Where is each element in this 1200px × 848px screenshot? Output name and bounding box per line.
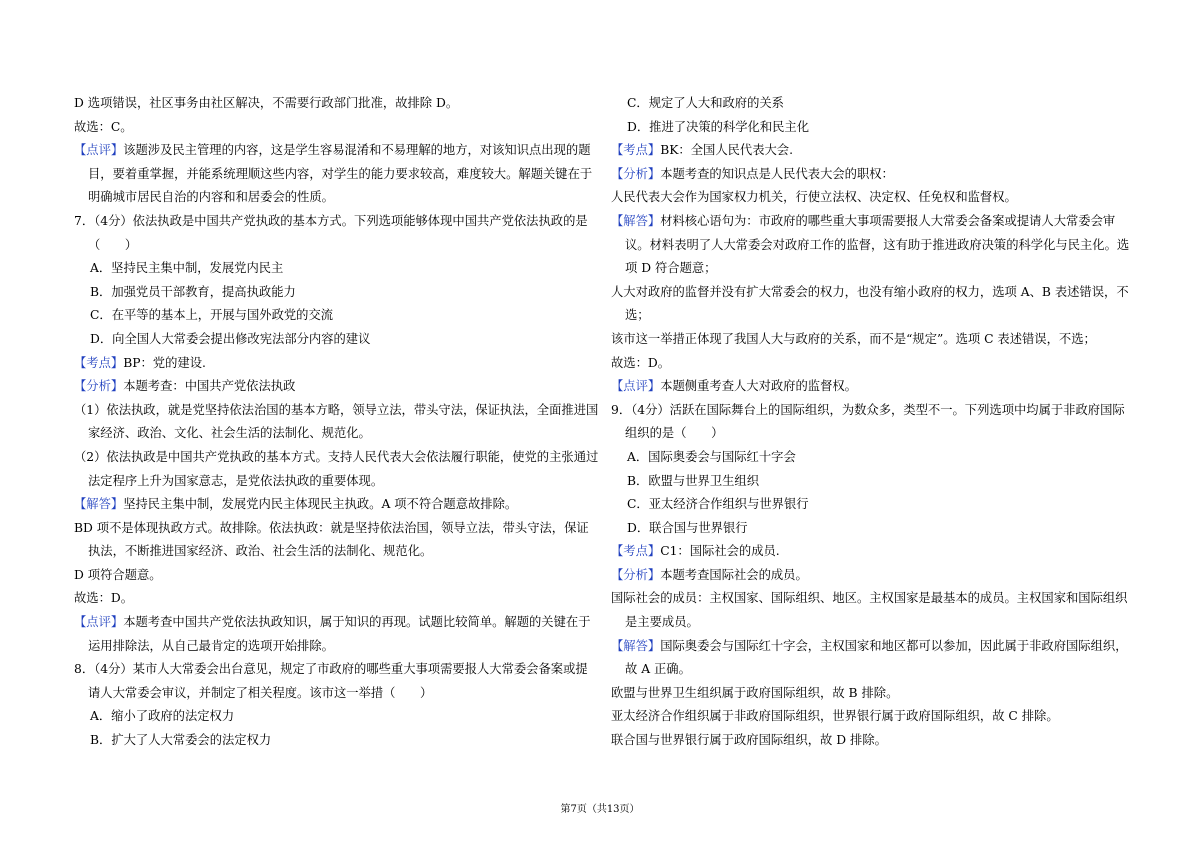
text-line bbox=[74, 564, 594, 588]
line-text: BK：全国人民代表大会. bbox=[660, 143, 794, 158]
line-text: C1：国际社会的成员. bbox=[660, 544, 780, 559]
line-text: C．在平等的基本上，开展与国外政党的交流 bbox=[90, 308, 334, 323]
line-text: D 项符合题意。 bbox=[74, 567, 162, 582]
text-line bbox=[611, 304, 1131, 328]
text-line bbox=[611, 587, 1131, 611]
text-line bbox=[74, 517, 594, 541]
line-text: 运用排除法，从自己最肯定的选项开始排除。 bbox=[88, 638, 334, 653]
line-text: （1）依法执政，就是党坚持依法治国的基本方略，领导立法，带头守法，保证执法，全面推进国 bbox=[74, 402, 599, 417]
text-line bbox=[74, 281, 594, 305]
section-tag: 【分析】 bbox=[611, 166, 661, 181]
text-line bbox=[611, 705, 1131, 729]
text-line bbox=[611, 328, 1131, 352]
line-text: 国际社会的成员：主权国家、国际组织、地区。主权国家是最基本的成员。主权国家和国际组织 bbox=[611, 591, 1128, 606]
section-tag: 【点评】 bbox=[74, 143, 124, 158]
text-line bbox=[611, 635, 1131, 659]
line-text: 材料核心语句为：市政府的哪些重大事项需要报人大常委会备案或提请人大常委会审 bbox=[660, 213, 1116, 228]
section-tag: 【分析】 bbox=[74, 379, 124, 394]
text-line bbox=[611, 470, 1131, 494]
text-line bbox=[74, 375, 594, 399]
text-line bbox=[611, 139, 1131, 163]
line-text: 请人大常委会审议，并制定了相关程度。该市这一举措（ ） bbox=[88, 685, 433, 700]
line-text: 国际奥委会与国际红十字会，主权国家和地区都可以参加，因此属于非政府国际组织， bbox=[660, 638, 1128, 653]
line-text: 选； bbox=[625, 308, 650, 323]
section-tag: 【解答】 bbox=[74, 497, 124, 512]
page-footer: 第7页（共13页） bbox=[560, 804, 640, 815]
line-text: A．缩小了政府的法定权力 bbox=[90, 709, 235, 724]
line-text: D 选项错误，社区事务由社区解决，不需要行政部门批准，故排除 D。 bbox=[74, 96, 459, 110]
line-text: A．国际奥委会与国际红十字会 bbox=[627, 449, 796, 464]
text-line bbox=[611, 116, 1131, 140]
text-line bbox=[611, 399, 1131, 423]
text-line bbox=[74, 257, 594, 281]
text-line bbox=[74, 705, 594, 729]
text-line bbox=[611, 517, 1131, 541]
text-line bbox=[611, 446, 1131, 470]
text-line bbox=[74, 540, 594, 564]
line-text: 是主要成员。 bbox=[625, 615, 699, 630]
text-line bbox=[74, 234, 594, 258]
text-line bbox=[611, 234, 1131, 258]
line-text: B．加强党员干部教育，提高执政能力 bbox=[90, 284, 296, 299]
text-line bbox=[611, 352, 1131, 376]
text-line bbox=[611, 682, 1131, 706]
line-text: （ ） bbox=[88, 237, 138, 252]
text-line bbox=[74, 163, 594, 187]
text-line bbox=[74, 729, 594, 753]
line-text: 9．（4分）活跃在国际舞台上的国际组织，为数众多，类型不一。下列选项中均属于非政府国际 bbox=[611, 402, 1125, 417]
line-text: B．欧盟与世界卫生组织 bbox=[627, 473, 760, 488]
text-line bbox=[74, 116, 594, 140]
section-tag: 【分析】 bbox=[611, 567, 661, 582]
line-text: 人大对政府的监督并没有扩大常委会的权力，也没有缩小政府的权力，选项 A、B 表述错误，不 bbox=[611, 284, 1129, 299]
text-line bbox=[74, 635, 594, 659]
text-line bbox=[611, 186, 1131, 210]
text-line bbox=[74, 446, 599, 470]
line-text: 故选：D。 bbox=[611, 355, 671, 370]
text-line bbox=[611, 729, 1131, 753]
text-line bbox=[74, 493, 594, 517]
text-line bbox=[74, 470, 594, 494]
line-text: 本题考查：中国共产党依法执政 bbox=[123, 379, 296, 394]
section-tag: 【考点】 bbox=[611, 143, 661, 158]
text-line bbox=[74, 304, 594, 328]
left-column bbox=[74, 92, 599, 753]
line-text: 组织的是（ ） bbox=[625, 426, 724, 441]
text-line bbox=[74, 399, 599, 423]
line-text: D．推进了决策的科学化和民主化 bbox=[627, 119, 810, 134]
text-line bbox=[74, 92, 594, 116]
text-line bbox=[74, 352, 594, 376]
section-tag: 【点评】 bbox=[74, 615, 124, 630]
text-line bbox=[611, 422, 1131, 446]
line-text: 本题侧重考查人大对政府的监督权。 bbox=[660, 379, 857, 394]
text-line bbox=[74, 186, 594, 210]
line-text: 该市这一举措正体现了我国人大与政府的关系，而不是“规定”。选项 C 表述错误，不选； bbox=[611, 331, 1096, 346]
text-line bbox=[611, 163, 1131, 187]
line-text: B．扩大了人大常委会的法定权力 bbox=[90, 733, 272, 748]
line-text: 人民代表大会作为国家权力机关，行使立法权、决定权、任免权和监督权。 bbox=[611, 190, 1017, 205]
text-line bbox=[611, 493, 1131, 517]
line-text: 明确城市居民自治的内容和和居委会的性质。 bbox=[88, 190, 334, 205]
text-line bbox=[74, 139, 594, 163]
text-line bbox=[74, 422, 594, 446]
line-text: 联合国与世界银行属于政府国际组织，故 D 排除。 bbox=[611, 733, 887, 748]
line-text: 该题涉及民主管理的内容，这是学生容易混淆和不易理解的地方，对该知识点出现的题 bbox=[123, 143, 591, 158]
line-text: 执法，不断推进国家经济、政治、社会生活的法制化、规范化。 bbox=[88, 544, 433, 559]
line-text: 家经济、政治、文化、社会生活的法制化、规范化。 bbox=[88, 426, 371, 441]
line-text: D．联合国与世界银行 bbox=[627, 520, 748, 535]
line-text: A．坚持民主集中制，发展党内民主 bbox=[90, 261, 284, 276]
section-tag: 【点评】 bbox=[611, 379, 661, 394]
text-line bbox=[611, 257, 1131, 281]
section-tag: 【考点】 bbox=[74, 355, 124, 370]
line-text: 目，要着重掌握，并能系统理顺这些内容，对学生的能力要求较高，难度较大。解题关键在于 bbox=[88, 166, 593, 181]
section-tag: 【考点】 bbox=[611, 544, 661, 559]
line-text: C．规定了人大和政府的关系 bbox=[627, 96, 784, 110]
text-line bbox=[611, 92, 1131, 116]
text-line bbox=[611, 611, 1131, 635]
line-text: 本题考查国际社会的成员。 bbox=[660, 567, 808, 582]
line-text: 欧盟与世界卫生组织属于政府国际组织，故 B 排除。 bbox=[611, 685, 899, 700]
line-text: （2）依法执政是中国共产党执政的基本方式。支持人民代表大会依法履行职能，使党的主张通过 bbox=[74, 449, 599, 464]
line-text: 本题考查的知识点是人民代表大会的职权： bbox=[660, 166, 894, 181]
text-line bbox=[74, 658, 594, 682]
text-line bbox=[611, 281, 1131, 305]
text-line bbox=[611, 564, 1131, 588]
text-line bbox=[74, 210, 594, 234]
text-line bbox=[611, 375, 1131, 399]
line-text: 议。材料表明了人大常委会对政府工作的监督，这有助于推进政府决策的科学化与民主化。选 bbox=[625, 237, 1130, 252]
section-tag: 【解答】 bbox=[611, 213, 661, 228]
line-text: 8．（4分）某市人大常委会出台意见，规定了市政府的哪些重大事项需要报人大常委会备案或提 bbox=[74, 662, 588, 677]
line-text: BP：党的建设. bbox=[123, 355, 206, 370]
right-column bbox=[611, 92, 1131, 753]
line-text: C．亚太经济合作组织与世界银行 bbox=[627, 497, 809, 512]
line-text: 法定程序上升为国家意志，是党依法执政的重要体现。 bbox=[88, 473, 384, 488]
line-text: 本题考查中国共产党依法执政知识，属于知识的再现。试题比较简单。解题的关键在于 bbox=[123, 615, 591, 630]
text-line bbox=[611, 540, 1131, 564]
text-line bbox=[611, 658, 1131, 682]
line-text: 坚持民主集中制，发展党内民主体现民主执政。A 项不符合题意故排除。 bbox=[123, 497, 518, 512]
text-line bbox=[74, 587, 594, 611]
section-tag: 【解答】 bbox=[611, 638, 661, 653]
line-text: 故 A 正确。 bbox=[625, 662, 691, 677]
line-text: 亚太经济合作组织属于非政府国际组织，世界银行属于政府国际组织，故 C 排除。 bbox=[611, 709, 1059, 724]
line-text: 故选：D。 bbox=[74, 591, 134, 606]
text-line bbox=[74, 611, 594, 635]
line-text: 故选：C。 bbox=[74, 119, 133, 134]
line-text: 项 D 符合题意； bbox=[625, 261, 717, 276]
line-text: D．向全国人大常委会提出修改宪法部分内容的建议 bbox=[90, 331, 371, 346]
line-text: BD 项不是体现执政方式。故排除。依法执政：就是坚持依法治国，领导立法，带头守法，保证 bbox=[74, 520, 589, 535]
line-text: 7．（4分）依法执政是中国共产党执政的基本方式。下列选项能够体现中国共产党依法执政的是 bbox=[74, 213, 588, 228]
text-line bbox=[611, 210, 1131, 234]
text-line bbox=[74, 328, 594, 352]
text-line bbox=[74, 682, 594, 706]
